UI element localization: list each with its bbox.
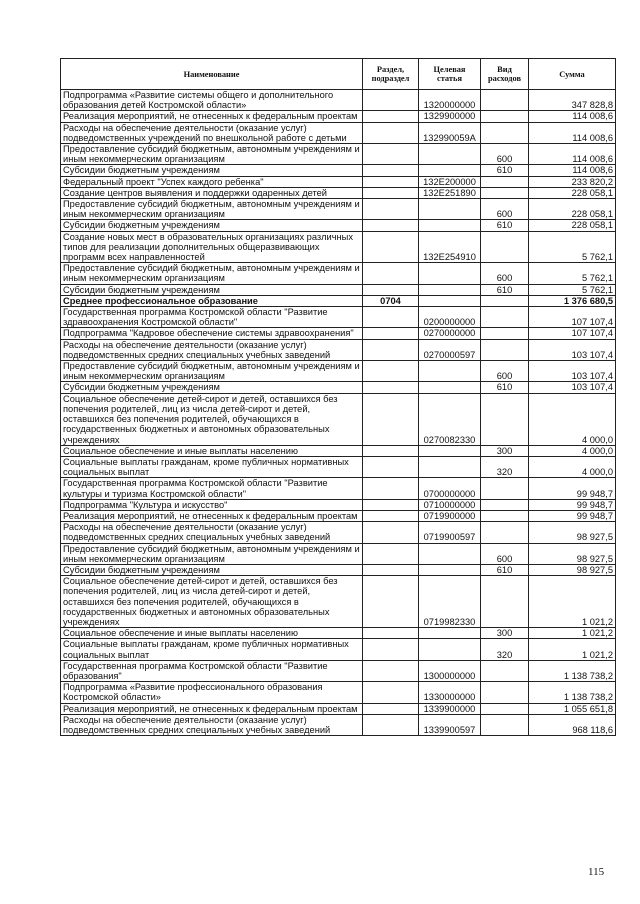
row-section [363, 165, 419, 176]
row-target: 0719900000 [419, 510, 481, 521]
row-name: Федеральный проект "Успех каждого ребенка" [61, 176, 363, 187]
row-amount: 99 948,7 [529, 478, 616, 499]
row-target: 0270000000 [419, 328, 481, 339]
row-name: Субсидии бюджетным учреждениям [61, 220, 363, 231]
table-row [61, 220, 616, 231]
row-target: 1330000000 [419, 682, 481, 703]
row-kind [481, 328, 529, 339]
table-row [61, 445, 616, 456]
row-amount: 99 948,7 [529, 510, 616, 521]
row-name: Социальное обеспечение и иные выплаты населению [61, 445, 363, 456]
row-amount: 4 000,0 [529, 393, 616, 445]
table-row [61, 122, 616, 143]
row-amount: 1 021,2 [529, 576, 616, 628]
row-target: 132E254910 [419, 231, 481, 263]
table-row [61, 522, 616, 543]
row-kind: 600 [481, 144, 529, 165]
table-row [61, 639, 616, 660]
row-amount: 233 820,2 [529, 176, 616, 187]
row-kind [481, 576, 529, 628]
row-kind [481, 499, 529, 510]
row-amount: 114 008,6 [529, 111, 616, 122]
row-target [419, 445, 481, 456]
row-kind [481, 714, 529, 735]
row-section [363, 522, 419, 543]
table-row [61, 478, 616, 499]
header-section: Раздел, подраздел [363, 59, 419, 90]
row-target: 132E200000 [419, 176, 481, 187]
row-target [419, 543, 481, 564]
budget-table [60, 58, 616, 736]
table-row [61, 576, 616, 628]
table-row [61, 199, 616, 220]
row-target [419, 639, 481, 660]
row-amount: 5 762,1 [529, 263, 616, 284]
row-section [363, 263, 419, 284]
row-amount: 1 138 738,2 [529, 682, 616, 703]
row-name: Реализация мероприятий, не отнесенных к федеральным проектам [61, 111, 363, 122]
row-section [363, 393, 419, 445]
row-name: Предоставление субсидий бюджетным, автономным учреждениям и иным некоммерческим организациям [61, 199, 363, 220]
table-row [61, 284, 616, 295]
header-kind: Вид расходов [481, 59, 529, 90]
row-section [363, 90, 419, 111]
row-section [363, 284, 419, 295]
row-target: 1320000000 [419, 90, 481, 111]
row-section [363, 231, 419, 263]
table-row [61, 682, 616, 703]
table-row [61, 144, 616, 165]
row-amount: 107 107,4 [529, 328, 616, 339]
table-row [61, 393, 616, 445]
row-kind: 300 [481, 628, 529, 639]
row-target [419, 199, 481, 220]
row-kind [481, 176, 529, 187]
row-section [363, 361, 419, 382]
row-section [363, 639, 419, 660]
row-name: Социальное обеспечение детей-сирот и детей, оставшихся без попечения родителей, лиц из числа детей-сирот и детей, оставшихся без попечения родителей, обучающихся в государственных бюджетных и автономных образовательных учреждениях [61, 393, 363, 445]
row-section [363, 144, 419, 165]
row-name: Предоставление субсидий бюджетным, автономным учреждениям и иным некоммерческим организациям [61, 543, 363, 564]
table-row [61, 263, 616, 284]
row-amount: 107 107,4 [529, 307, 616, 328]
row-name: Расходы на обеспечение деятельности (оказание услуг) подведомственных средних специальных учебных заведений [61, 522, 363, 543]
row-target: 0719900597 [419, 522, 481, 543]
row-name: Государственная программа Костромской области "Развитие культуры и туризма Костромской области" [61, 478, 363, 499]
table-row [61, 328, 616, 339]
table-row [61, 382, 616, 393]
table-row [61, 165, 616, 176]
row-target: 0700000000 [419, 478, 481, 499]
table-row [61, 176, 616, 187]
row-kind [481, 478, 529, 499]
page-number: 115 [588, 866, 605, 878]
row-section [363, 628, 419, 639]
row-target: 0200000000 [419, 307, 481, 328]
row-kind [481, 660, 529, 681]
row-kind: 610 [481, 220, 529, 231]
row-kind: 300 [481, 445, 529, 456]
row-name: Субсидии бюджетным учреждениям [61, 564, 363, 575]
row-section: 0704 [363, 295, 419, 306]
table-row [61, 703, 616, 714]
row-target: 1329900000 [419, 111, 481, 122]
row-kind: 600 [481, 361, 529, 382]
table-header-row [61, 59, 616, 90]
table-row [61, 564, 616, 575]
table-row [61, 361, 616, 382]
row-target [419, 361, 481, 382]
row-name: Реализация мероприятий, не отнесенных к федеральным проектам [61, 703, 363, 714]
row-section [363, 714, 419, 735]
row-name: Субсидии бюджетным учреждениям [61, 165, 363, 176]
row-kind: 320 [481, 456, 529, 477]
row-kind [481, 522, 529, 543]
row-section [363, 510, 419, 521]
row-section [363, 499, 419, 510]
row-section [363, 660, 419, 681]
row-name: Государственная программа Костромской области "Развитие здравоохранения Костромской области" [61, 307, 363, 328]
row-name: Государственная программа Костромской области "Развитие образования" [61, 660, 363, 681]
row-section [363, 564, 419, 575]
row-target [419, 284, 481, 295]
table-row [61, 307, 616, 328]
table-row [61, 510, 616, 521]
row-name: Подпрограмма "Культура и искусство" [61, 499, 363, 510]
row-kind [481, 111, 529, 122]
budget-sheet [60, 58, 615, 736]
row-amount: 98 927,5 [529, 564, 616, 575]
row-kind: 610 [481, 165, 529, 176]
row-target [419, 628, 481, 639]
row-amount: 1 021,2 [529, 628, 616, 639]
row-target [419, 220, 481, 231]
row-section [363, 543, 419, 564]
row-amount: 103 107,4 [529, 382, 616, 393]
table-row [61, 456, 616, 477]
row-kind [481, 682, 529, 703]
row-name: Среднее профессиональное образование [61, 295, 363, 306]
row-section [363, 576, 419, 628]
row-kind: 610 [481, 382, 529, 393]
row-section [363, 122, 419, 143]
table-row [61, 543, 616, 564]
row-kind [481, 510, 529, 521]
row-amount: 98 927,5 [529, 522, 616, 543]
row-target: 1339900597 [419, 714, 481, 735]
row-section [363, 382, 419, 393]
row-amount: 4 000,0 [529, 445, 616, 456]
row-target [419, 456, 481, 477]
row-section [363, 187, 419, 198]
table-row [61, 295, 616, 306]
row-kind: 610 [481, 284, 529, 295]
row-kind [481, 307, 529, 328]
row-kind: 600 [481, 263, 529, 284]
table-row [61, 714, 616, 735]
row-amount: 103 107,4 [529, 339, 616, 360]
row-amount: 114 008,6 [529, 122, 616, 143]
row-section [363, 703, 419, 714]
row-section [363, 328, 419, 339]
row-amount: 98 927,5 [529, 543, 616, 564]
row-kind [481, 231, 529, 263]
row-kind [481, 295, 529, 306]
row-amount: 4 000,0 [529, 456, 616, 477]
row-section [363, 199, 419, 220]
row-kind [481, 339, 529, 360]
row-amount: 114 008,6 [529, 144, 616, 165]
row-name: Предоставление субсидий бюджетным, автономным учреждениям и иным некоммерческим организациям [61, 361, 363, 382]
row-amount: 99 948,7 [529, 499, 616, 510]
row-kind [481, 187, 529, 198]
row-name: Предоставление субсидий бюджетным, автономным учреждениям и иным некоммерческим организациям [61, 263, 363, 284]
row-section [363, 445, 419, 456]
row-amount: 228 058,1 [529, 199, 616, 220]
row-name: Социальные выплаты гражданам, кроме публичных нормативных социальных выплат [61, 456, 363, 477]
row-amount: 5 762,1 [529, 284, 616, 295]
header-amount: Сумма [529, 59, 616, 90]
row-kind [481, 122, 529, 143]
row-amount: 1 021,2 [529, 639, 616, 660]
row-kind: 600 [481, 199, 529, 220]
table-row [61, 111, 616, 122]
row-target: 0270082330 [419, 393, 481, 445]
row-kind [481, 393, 529, 445]
row-section [363, 176, 419, 187]
row-section [363, 220, 419, 231]
row-amount: 968 118,6 [529, 714, 616, 735]
row-name: Подпрограмма "Кадровое обеспечение системы здравоохранения" [61, 328, 363, 339]
row-name: Реализация мероприятий, не отнесенных к федеральным проектам [61, 510, 363, 521]
row-target: 132990059А [419, 122, 481, 143]
row-name: Расходы на обеспечение деятельности (оказание услуг) подведомственных средних специальных учебных заведений [61, 339, 363, 360]
table-row [61, 90, 616, 111]
row-section [363, 478, 419, 499]
row-target [419, 295, 481, 306]
row-amount: 1 376 680,5 [529, 295, 616, 306]
row-name: Подпрограмма «Развитие профессионального образования Костромской области» [61, 682, 363, 703]
row-target: 1300000000 [419, 660, 481, 681]
row-section [363, 456, 419, 477]
row-section [363, 682, 419, 703]
table-row [61, 499, 616, 510]
row-amount: 347 828,8 [529, 90, 616, 111]
row-section [363, 339, 419, 360]
row-target: 0270000597 [419, 339, 481, 360]
row-target [419, 382, 481, 393]
row-name: Субсидии бюджетным учреждениям [61, 284, 363, 295]
row-target: 1339900000 [419, 703, 481, 714]
row-amount: 228 058,1 [529, 220, 616, 231]
row-kind [481, 90, 529, 111]
header-name: Наименование [61, 59, 363, 90]
row-kind: 600 [481, 543, 529, 564]
row-name: Создание новых мест в образовательных организациях различных типов для реализации дополнительных общеразвивающих программ всех направленностей [61, 231, 363, 263]
row-kind [481, 703, 529, 714]
table-row [61, 660, 616, 681]
row-name: Социальное обеспечение и иные выплаты населению [61, 628, 363, 639]
row-name: Социальное обеспечение детей-сирот и детей, оставшихся без попечения родителей, лиц из числа детей-сирот и детей, оставшихся без попечения родителей, обучающихся в государственных бюджетных и автономных образовательных учреждениях [61, 576, 363, 628]
row-amount: 114 008,6 [529, 165, 616, 176]
table-row [61, 339, 616, 360]
row-target: 132E251890 [419, 187, 481, 198]
row-amount: 5 762,1 [529, 231, 616, 263]
row-name: Подпрограмма «Развитие системы общего и дополнительного образования детей Костромской области» [61, 90, 363, 111]
row-target: 0719982330 [419, 576, 481, 628]
table-row [61, 628, 616, 639]
row-name: Предоставление субсидий бюджетным, автономным учреждениям и иным некоммерческим организациям [61, 144, 363, 165]
row-name: Создание центров выявления и поддержки одаренных детей [61, 187, 363, 198]
row-name: Субсидии бюджетным учреждениям [61, 382, 363, 393]
row-name: Расходы на обеспечение деятельности (оказание услуг) подведомственных учреждений по внешкольной работе с детьми [61, 122, 363, 143]
table-row [61, 187, 616, 198]
row-amount: 1 055 651,8 [529, 703, 616, 714]
row-name: Расходы на обеспечение деятельности (оказание услуг) подведомственных средних специальных учебных заведений [61, 714, 363, 735]
row-section [363, 307, 419, 328]
row-kind: 610 [481, 564, 529, 575]
table-body [61, 90, 616, 736]
row-target [419, 263, 481, 284]
row-target [419, 165, 481, 176]
row-target [419, 564, 481, 575]
row-amount: 103 107,4 [529, 361, 616, 382]
row-amount: 1 138 738,2 [529, 660, 616, 681]
row-target: 0710000000 [419, 499, 481, 510]
row-target [419, 144, 481, 165]
row-name: Социальные выплаты гражданам, кроме публичных нормативных социальных выплат [61, 639, 363, 660]
table-row [61, 231, 616, 263]
row-amount: 228 058,1 [529, 187, 616, 198]
header-target: Целевая статья [419, 59, 481, 90]
row-kind: 320 [481, 639, 529, 660]
row-section [363, 111, 419, 122]
